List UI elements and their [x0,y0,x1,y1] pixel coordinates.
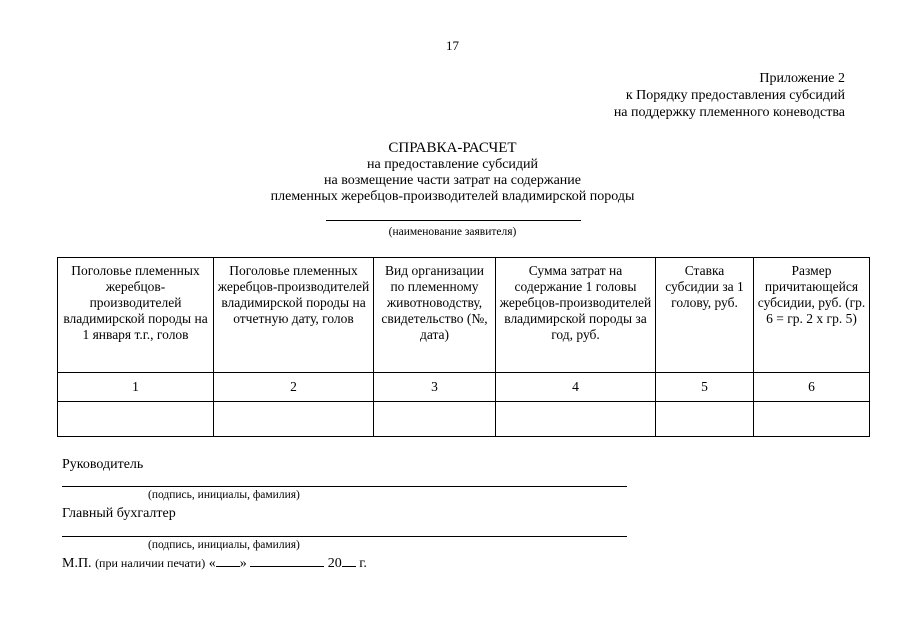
header-cell-6: Размер причитающейся субсидии, руб. (гр. 6 = гр. 2 х гр. 5) [754,258,870,373]
applicant-name-line[interactable] [326,220,581,221]
day-blank[interactable] [216,555,240,567]
year-suffix: г. [359,556,367,571]
header-cell-1: Поголовье племенных жеребцов-производителей владимирской породы на 1 января т.г., голов [58,258,214,373]
appendix-line-1: Приложение 2 [759,71,845,86]
stamp-prefix: М.П. [62,556,92,571]
month-blank[interactable] [250,555,324,567]
head-signature-line[interactable] [62,486,627,487]
column-number: 1 [58,373,214,402]
entry-cell-5[interactable] [656,402,754,437]
entry-cell-1[interactable] [58,402,214,437]
appendix-block [614,70,845,121]
data-entry-row [58,402,870,437]
column-number: 6 [754,373,870,402]
stamp-note: (при наличии печати) [95,556,206,570]
column-number: 4 [496,373,656,402]
title-line-3: племенных жеребцов-производителей владимирской породы [270,189,635,204]
header-cell-3: Вид организации по племенному животноводству, свидетельство (№, дата) [374,258,496,373]
year-blank[interactable] [342,555,356,567]
accountant-signature-caption: (подпись, инициалы, фамилия) [148,539,300,551]
table-header-row [58,258,870,373]
entry-cell-2[interactable] [214,402,374,437]
head-label: Руководитель [62,457,144,472]
column-number-row [58,373,870,402]
entry-cell-6[interactable] [754,402,870,437]
applicant-caption: (наименование заявителя) [388,226,517,238]
column-number: 5 [656,373,754,402]
quote-close: » [239,556,247,571]
calculation-table [57,257,870,437]
title-block [0,140,905,205]
header-cell-4: Сумма затрат на содержание 1 головы жеребцов-производителей владимирской породы за год, руб. [496,258,656,373]
title-line-1: на предоставление субсидий [366,157,539,172]
accountant-signature-line[interactable] [62,536,627,537]
entry-cell-3[interactable] [374,402,496,437]
stamp-date-line [62,555,367,572]
year-prefix: 20 [327,556,342,571]
title-line-2: на возмещение части затрат на содержание [324,173,581,188]
head-signature-caption: (подпись, инициалы, фамилия) [148,489,300,501]
column-number: 3 [374,373,496,402]
header-cell-5: Ставка субсидии за 1 голову, руб. [656,258,754,373]
appendix-line-2: к Порядку предоставления субсидий [625,88,845,103]
appendix-line-3: на поддержку племенного коневодства [613,105,845,120]
header-cell-2: Поголовье племенных жеребцов-производителей владимирской породы на отчетную дату, голов [214,258,374,373]
page-number: 17 [446,38,459,53]
column-number: 2 [214,373,374,402]
entry-cell-4[interactable] [496,402,656,437]
accountant-label: Главный бухгалтер [62,506,176,521]
document-title: СПРАВКА-РАСЧЕТ [388,140,517,156]
quote-open: « [208,556,216,571]
